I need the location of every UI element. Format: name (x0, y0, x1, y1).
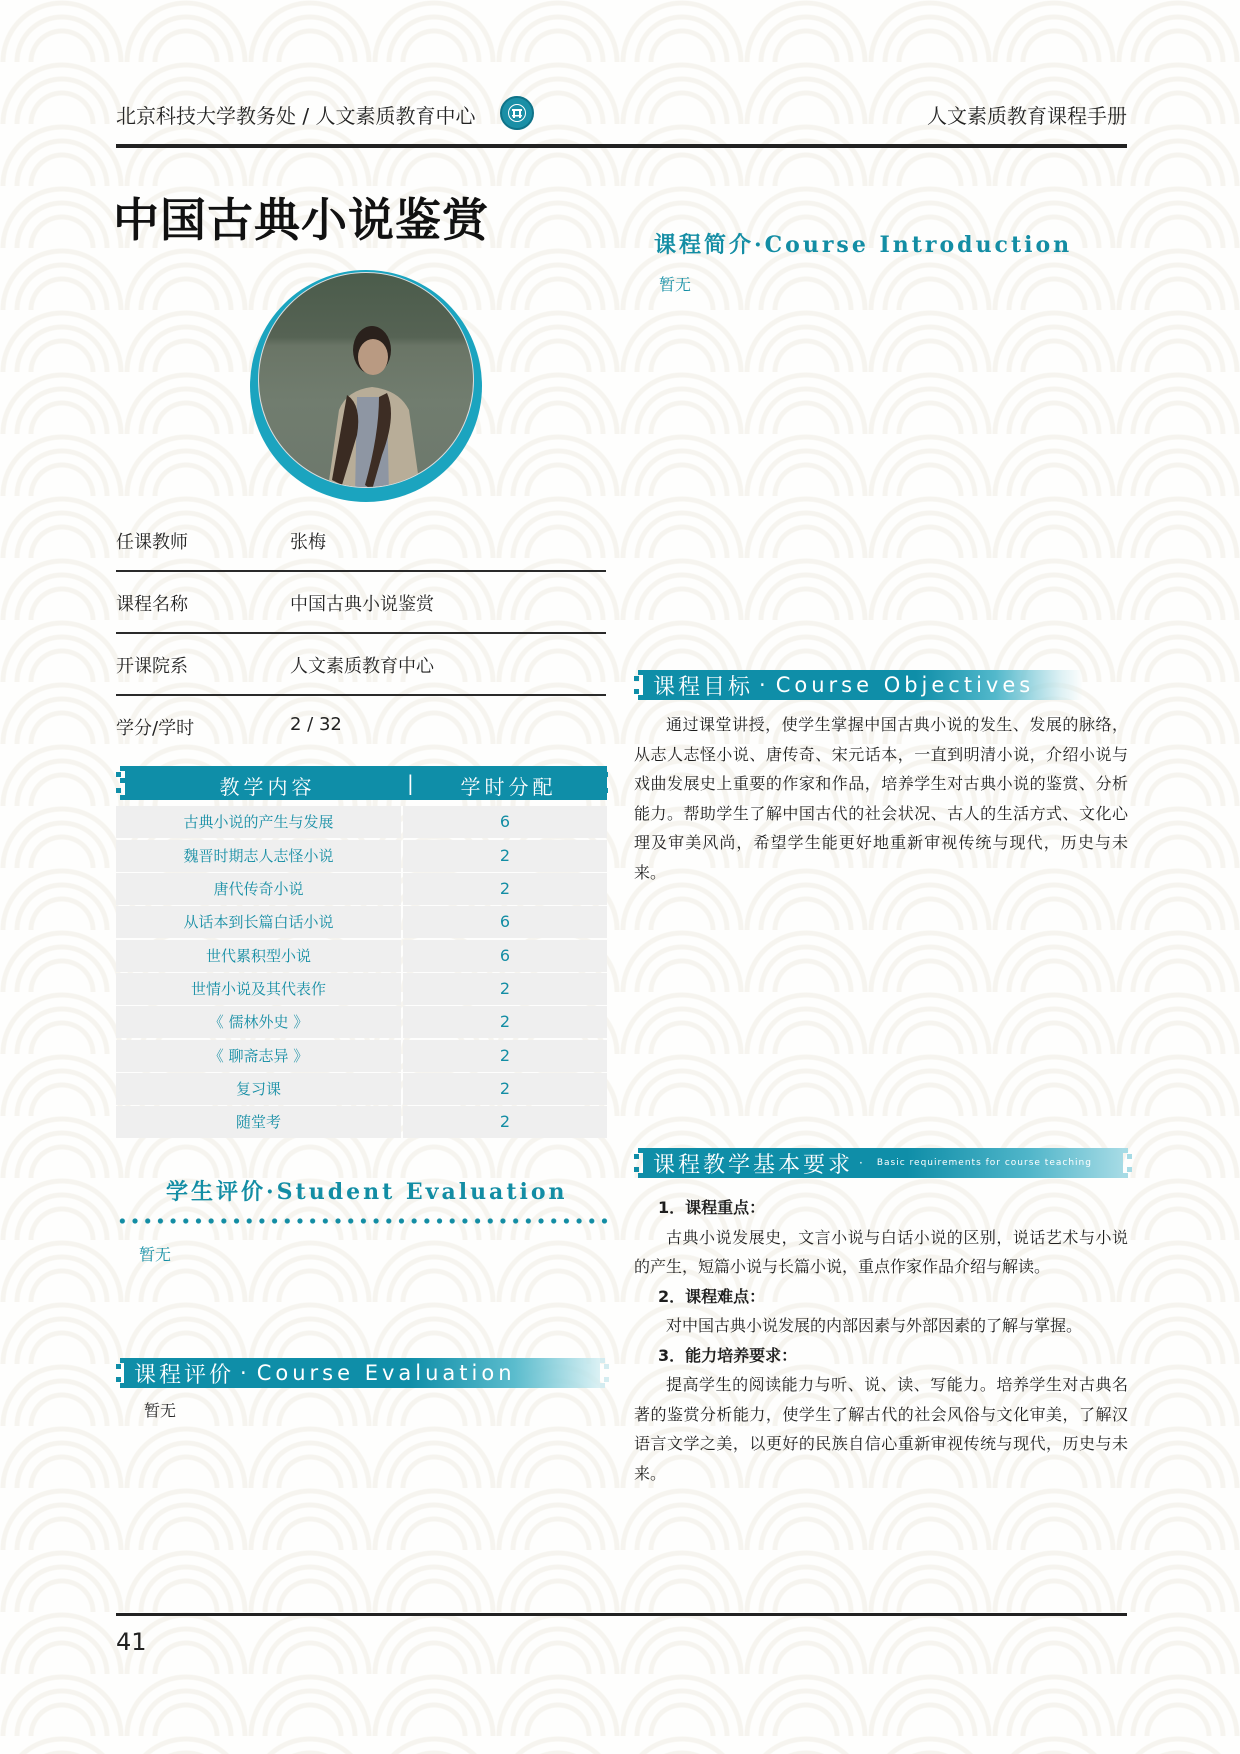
header-left-text: 北京科技大学教务处 / 人文素质教育中心 (116, 104, 476, 128)
teacher-photo (258, 272, 474, 488)
info-label-department: 开课院系 (116, 656, 188, 677)
footer-divider (116, 1613, 1127, 1616)
info-label-course-name: 课程名称 (116, 594, 188, 615)
course-introduction-title: 课程简介·Course Introduction (654, 232, 1073, 258)
cell-content: 从话本到长篇白话小说 (116, 906, 401, 938)
person-silhouette-icon (317, 315, 427, 488)
student-evaluation-body: 暂无 (139, 1245, 172, 1264)
course-introduction-body: 暂无 (659, 275, 692, 294)
requirement-heading: 1．课程重点： (658, 1198, 766, 1217)
header-divider (116, 144, 1127, 148)
column-separator: | (407, 771, 418, 795)
basic-requirements-title-en: Basic requirements for course teaching (876, 1158, 1092, 1168)
table-row (116, 840, 607, 872)
info-value-department: 人文素质教育中心 (290, 656, 434, 677)
info-value-credits: 2 / 32 (290, 714, 342, 735)
title-separator: · (240, 1361, 251, 1385)
table-row (116, 873, 607, 905)
cell-hours: 2 (403, 1040, 607, 1072)
requirement-heading: 3．能力培养要求： (658, 1345, 798, 1365)
dotted-divider (116, 1218, 609, 1224)
cell-content: 世情小说及其代表作 (116, 973, 401, 1005)
requirement-text: 对中国古典小说发展的内部因素与外部因素的了解与掌握。 (666, 1316, 1083, 1335)
column-header-content: 教学内容 (219, 775, 316, 799)
cell-hours: 2 (403, 840, 607, 872)
course-objectives-body: 通过课堂讲授，使学生掌握中国古典小说的发生、发展的脉络，从志人志怪小说、唐传奇、宋元话本，一直到明清小说，介绍小说与戏曲发展史上重要的作家和作品，培养学生对古典小说的鉴赏、分析能力。帮助学生了解中国古代的社会状况、古人的生活方式、文化心理及审美风尚，希望学生能更好地重新审视传统与现代，历史与未来。 (634, 715, 1128, 882)
info-divider (116, 632, 606, 634)
table-row (116, 973, 607, 1005)
section-bar-ornament-icon (1123, 1148, 1132, 1178)
page-number: 41 (116, 1628, 147, 1656)
table-row (116, 940, 607, 972)
requirement-heading: 2．课程难点： (658, 1286, 766, 1306)
header-right-text: 人文素质教育课程手册 (927, 104, 1127, 128)
cell-hours: 2 (403, 1073, 607, 1105)
course-objectives-bar (643, 670, 1083, 700)
table-header-ornament-icon (116, 766, 125, 800)
title-separator: · (759, 673, 770, 697)
course-evaluation-title-zh: 课程评价 (134, 1362, 235, 1388)
section-bar-ornament-icon (634, 670, 643, 700)
cell-hours: 2 (403, 1106, 607, 1138)
table-header-ornament-icon (599, 766, 608, 800)
column-header-hours: 学时分配 (460, 775, 557, 799)
info-value-teacher: 张梅 (290, 532, 326, 553)
course-objectives-title-en: Course Objectives (775, 673, 1035, 697)
info-label-credits: 学分/学时 (116, 718, 195, 739)
table-row (116, 806, 607, 838)
requirement-text: 古典小说发展史，文言小说与白话小说的区别，说话艺术与小说的产生，短篇小说与长篇小说，重点作家作品介绍与解读。 (634, 1227, 1128, 1276)
cell-content: 世代累积型小说 (116, 940, 401, 972)
cell-content: 魏晋时期志人志怪小说 (116, 840, 401, 872)
section-bar-ornament-icon (634, 1148, 643, 1178)
cell-content: 唐代传奇小说 (116, 873, 401, 905)
table-row (116, 1006, 607, 1038)
course-evaluation-body: 暂无 (144, 1401, 177, 1420)
cell-content: 《 儒林外史 》 (116, 1006, 401, 1038)
info-divider (116, 694, 606, 696)
cell-hours: 6 (403, 940, 607, 972)
table-row (116, 1106, 607, 1138)
seal-glyph-icon (507, 103, 527, 123)
course-evaluation-bar (124, 1358, 600, 1388)
basic-requirements-body (634, 1193, 1128, 1488)
cell-hours: 2 (403, 1006, 607, 1038)
cell-content: 随堂考 (116, 1106, 401, 1138)
cell-hours: 6 (403, 806, 607, 838)
cell-content: 古典小说的产生与发展 (116, 806, 401, 838)
cell-content: 《 聊斋志异 》 (116, 1040, 401, 1072)
info-divider (116, 570, 606, 572)
info-value-course-name: 中国古典小说鉴赏 (290, 594, 434, 615)
table-row (116, 1040, 607, 1072)
cell-hours: 2 (403, 873, 607, 905)
basic-requirements-bar (643, 1148, 1123, 1178)
course-evaluation-title-en: Course Evaluation (256, 1361, 516, 1385)
title-separator: · (859, 1156, 867, 1170)
page-title: 中国古典小说鉴赏 (113, 193, 489, 247)
basic-requirements-title-zh: 课程教学基本要求 (653, 1152, 854, 1178)
table-row (116, 1073, 607, 1105)
course-objectives-title-zh: 课程目标 (653, 674, 754, 700)
requirement-text: 提高学生的阅读能力与听、说、读、写能力。培养学生对古典名著的鉴赏分析能力，使学生了解古代的社会风俗与文化审美，了解汉语言文学之美，以更好的民族自信心重新审视传统与现代，历史与未来。 (634, 1375, 1128, 1483)
cell-hours: 2 (403, 973, 607, 1005)
section-bar-ornament-icon (600, 1358, 609, 1388)
student-evaluation-title: 学生评价·Student Evaluation (166, 1179, 568, 1205)
info-label-teacher: 任课教师 (116, 532, 188, 553)
schedule-table-header (125, 766, 607, 800)
cell-hours: 6 (403, 906, 607, 938)
cell-content: 复习课 (116, 1073, 401, 1105)
table-row (116, 906, 607, 938)
university-seal-icon (500, 96, 534, 130)
